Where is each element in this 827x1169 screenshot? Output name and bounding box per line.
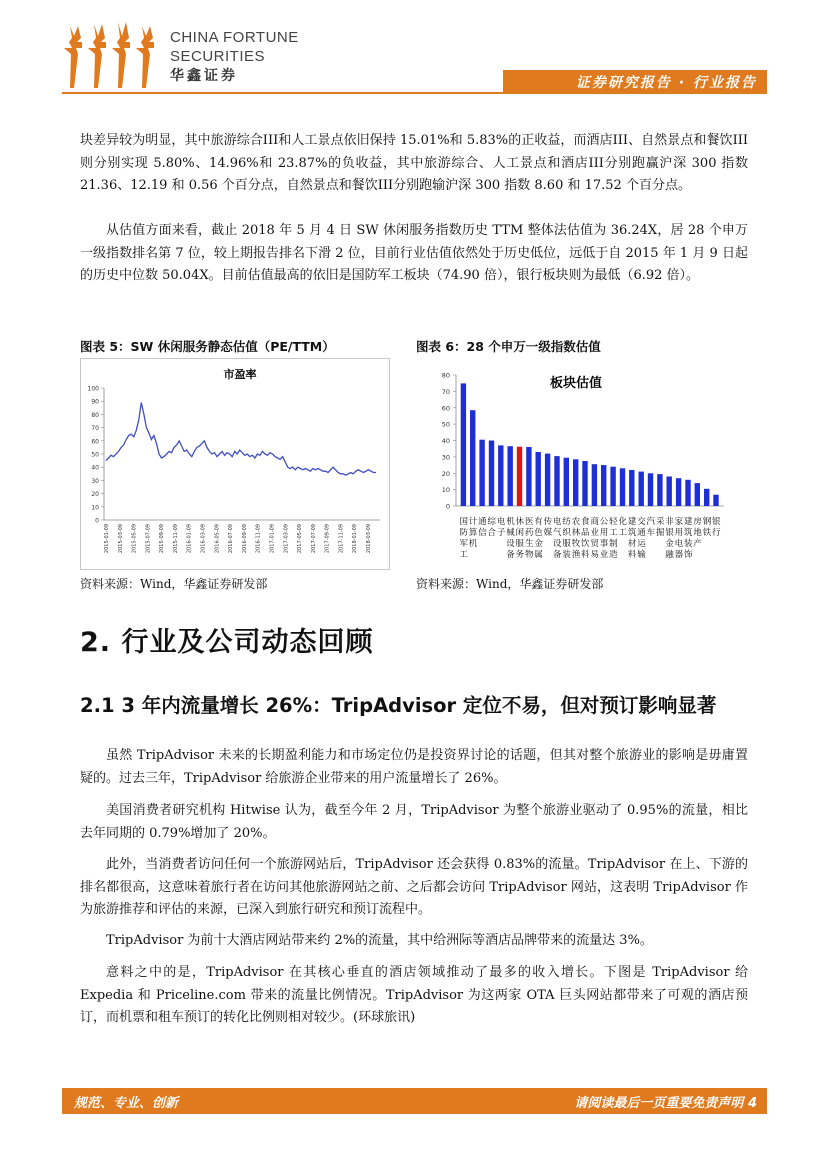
- bar-chart-ytick-label: 70: [441, 387, 450, 396]
- bar-21: [648, 473, 653, 506]
- company-name-en-line2: SECURITIES: [170, 48, 266, 65]
- bar-28: [713, 495, 718, 506]
- figure5-line-chart: [80, 358, 390, 570]
- bar-25: [685, 480, 690, 506]
- bar-category-label-char: 计: [468, 517, 478, 527]
- bar-category-label-char: 服: [515, 539, 525, 549]
- bar-category-label-char: 输: [637, 550, 646, 560]
- bar-category-label-char: 融: [665, 550, 674, 560]
- bar-category-label-char: 饰: [684, 550, 693, 560]
- line-chart-xtick-label: 2018-03-09: [366, 524, 372, 554]
- bar-category-label-char: 制: [609, 539, 618, 549]
- line-chart-xtick-label: 2016-07-09: [228, 524, 235, 554]
- intro-paragraph-1: 块差异较为明显，其中旅游综合III和人工景点依旧保持 15.01%和 5.83%的正收益，而酒店III、自然景点和餐饮III则分别实现 5.80%、14.96%和 23.87%的负收益，其中旅游综合、人工景点和酒店III分别跑赢沪深 300 指数 21.36、12.19 和 0.56 个百分点，自然景点和餐饮III分别跑输沪深 300 指数 8.60 和 17.52 个百分点。: [80, 133, 748, 193]
- line-chart-ytick-label: 70: [91, 425, 99, 433]
- bar-category-label-char: 电: [496, 517, 506, 527]
- bar-category-label-char: 装: [562, 550, 571, 560]
- report-type-bar: [503, 70, 767, 94]
- company-name-cn: 华鑫证券: [170, 67, 238, 83]
- bar-category-label-char: 务: [515, 550, 525, 560]
- bar-category-label-char: 汽: [646, 517, 656, 527]
- line-chart-ytick-label: 10: [91, 504, 99, 512]
- bar-14: [582, 461, 587, 506]
- figure5-source: 资料来源：Wind，华鑫证券研发部: [80, 577, 268, 591]
- body-paragraph-1: 虽然 TripAdvisor 未来的长期盈利能力和市场定位仍是投资界讨论的话题，但其对整个旅游业的影响是毋庸置疑的。过去三年，TripAdvisor 给旅游企业带来的用户流量增长了 26%。: [80, 748, 748, 786]
- bar-chart-title: 板块估值: [549, 376, 603, 391]
- bar-category-label-char: 用: [599, 528, 609, 538]
- bar-category-label-char: 掘: [655, 528, 665, 538]
- body-paragraph-3: 此外，当消费者访问任何一个旅游网站后，TripAdvisor 还会获得 0.83%的流量。TripAdvisor 在上、下游的排名都很高，这意味着旅行者在访问其他旅游网站之前、之后都会访问 TripAdvisor 网站，这表明 TripAdvisor 作为旅游推荐和评估的来源，已深入到旅行研究和预订流程中。: [80, 857, 748, 917]
- bar-category-label-char: 闲: [515, 528, 525, 538]
- bar-category-label-char: 织: [562, 528, 571, 538]
- bar-16: [601, 465, 606, 506]
- bar-12: [564, 458, 569, 506]
- bar-13: [573, 459, 578, 506]
- bar-category-label-char: 服: [562, 539, 571, 549]
- bar-category-label-char: 电: [674, 539, 684, 549]
- line-chart-xtick-label: 2015-01-09: [104, 524, 110, 554]
- bar-category-label-char: 机: [468, 539, 478, 549]
- bar-7: [517, 447, 522, 506]
- bar-category-label-char: 筑: [684, 528, 693, 538]
- company-name: [170, 28, 299, 84]
- bar-4: [489, 441, 494, 507]
- bar-18: [620, 468, 625, 506]
- bar-category-label-char: 有: [534, 517, 543, 527]
- bar-category-label-char: 工: [618, 528, 628, 538]
- bar-23: [667, 477, 672, 507]
- footer-slogan: 规范、专业、创新: [74, 1096, 179, 1111]
- bar-chart-ytick-label: 20: [441, 469, 450, 478]
- line-chart-xtick-label: 2016-03-09: [200, 524, 207, 554]
- figure6-caption: 图表 6：28 个申万一级指数估值: [416, 339, 601, 354]
- line-chart-xtick-label: 2017-07-09: [310, 524, 317, 554]
- bar-8: [526, 447, 531, 506]
- bar-24: [676, 478, 681, 506]
- bar-category-label-char: 算: [468, 528, 478, 538]
- bar-category-label-char: 国: [459, 517, 468, 527]
- bar-category-label-char: 子: [496, 528, 506, 538]
- figure5-caption: 图表 5：SW 休闲服务静态估值（PE/TTM）: [80, 339, 335, 354]
- bar-category-label-char: 媒: [543, 528, 553, 538]
- header-divider: [62, 92, 767, 94]
- bar-category-label-char: 铁: [702, 528, 712, 538]
- bar-category-label-char: 林: [571, 528, 581, 538]
- section-heading: 2. 行业及公司动态回顾: [80, 627, 374, 658]
- bar-category-label-char: 防: [459, 528, 468, 538]
- line-chart-ytick-label: 80: [91, 411, 99, 419]
- bar-category-label-char: 色: [534, 528, 543, 538]
- bar-category-label-char: 料: [581, 550, 590, 560]
- bar-3: [479, 440, 484, 506]
- bar-category-label-char: 备: [506, 550, 515, 560]
- body-paragraph-5: 意料之中的是，TripAdvisor 在其核心垂直的酒店领域推动了最多的收入增长。下图是 TripAdvisor 给 Expedia 和 Priceline.com 带来的流量比例情况。TripAdvisor 为这两家 OTA 巨头网站都带来了可观的酒店预订，而机票和租车预订的转化比例则相对较少。(环球旅讯): [80, 965, 748, 1025]
- bar-category-label-char: 药: [524, 528, 534, 538]
- line-chart-ytick-label: 40: [91, 464, 99, 472]
- line-chart-ytick-label: 60: [91, 438, 99, 446]
- line-chart-ytick-label: 50: [91, 451, 99, 459]
- bar-category-label-char: 饮: [581, 539, 590, 549]
- line-chart-title: 市盈率: [223, 368, 257, 381]
- bar-category-label-char: 信: [478, 528, 487, 538]
- bar-category-label-char: 易: [590, 550, 599, 560]
- bar-category-label-char: 工: [459, 550, 468, 560]
- bar-category-label-char: 器: [674, 550, 684, 560]
- bar-22: [657, 474, 662, 506]
- line-chart-xtick-label: 2017-05-09: [297, 524, 304, 554]
- line-chart-xtick-label: 2017-01-09: [269, 524, 276, 554]
- company-logo-icon: [62, 18, 162, 88]
- line-chart-xtick-label: 2016-01-09: [186, 524, 193, 554]
- bar-chart-ytick-label: 0: [445, 502, 450, 511]
- bar-category-label-char: 银: [665, 528, 674, 538]
- bar-chart-ytick-label: 40: [441, 437, 450, 445]
- bar-category-label-char: 设: [506, 539, 515, 549]
- bar-category-label-char: 筑: [627, 528, 637, 538]
- line-chart-xtick-label: 2015-07-09: [145, 524, 152, 554]
- bar-17: [610, 467, 615, 506]
- bar-category-label-char: 电: [553, 517, 562, 527]
- bar-category-label-char: 造: [609, 550, 618, 560]
- figure6-bar-chart: [416, 358, 728, 570]
- bar-27: [704, 489, 709, 506]
- bar-5: [498, 445, 503, 506]
- bar-11: [554, 456, 559, 506]
- bar-26: [695, 483, 700, 506]
- bar-category-label-char: 事: [599, 539, 609, 549]
- bar-category-label-char: 采: [655, 517, 665, 527]
- bar-category-label-char: 商: [590, 517, 599, 527]
- bar-category-label-char: 气: [553, 528, 562, 538]
- bar-15: [592, 464, 597, 506]
- bar-chart-ytick-label: 50: [441, 420, 450, 429]
- line-chart-xtick-label: 2016-09-09: [241, 524, 248, 554]
- bar-category-label-char: 设: [553, 539, 562, 549]
- bar-category-label-char: 备: [553, 550, 562, 560]
- bar-category-label-char: 军: [459, 539, 468, 549]
- bar-category-label-char: 贸: [590, 539, 599, 549]
- bar-category-label-char: 休: [515, 517, 525, 527]
- subsection-heading: 2.1 3 年内流量增长 26%：TripAdvisor 定位不易，但对预订影响显著: [80, 694, 717, 717]
- line-chart-ytick-label: 0: [95, 517, 99, 525]
- bar-category-label-char: 运: [637, 539, 646, 549]
- bar-category-label-char: 轻: [609, 517, 618, 527]
- report-type-label: 证券研究报告 · 行业报告: [575, 75, 757, 91]
- bar-category-label-char: 材: [627, 539, 637, 549]
- bar-category-label-char: 传: [543, 517, 553, 527]
- bar-category-label-char: 银: [712, 517, 721, 527]
- body-paragraph-2: 美国消费者研究机构 Hitwise 认为，截至今年 2 月，TripAdvisor 为整个旅游业驱动了 0.95%的流量，相比去年同期的 0.79%增加了 20%。: [80, 803, 748, 841]
- bar-6: [508, 446, 513, 506]
- bar-category-label-char: 钢: [702, 517, 712, 527]
- figure6-source: 资料来源：Wind，华鑫证券研发部: [416, 577, 604, 591]
- line-chart-xtick-label: 2016-11-09: [255, 524, 262, 554]
- bar-category-label-char: 家: [674, 517, 684, 527]
- line-chart-xtick-label: 2018-01-09: [352, 524, 359, 554]
- bar-1: [461, 383, 466, 506]
- line-chart-xtick-label: 2015-09-09: [159, 524, 166, 554]
- line-chart-ytick-label: 90: [91, 398, 99, 406]
- bar-category-label-char: 机: [506, 517, 515, 527]
- company-name-en-line1: CHINA FORTUNE: [170, 29, 299, 46]
- bar-category-label-char: 渔: [571, 550, 581, 560]
- bar-chart-ytick-label: 60: [441, 404, 450, 413]
- bar-category-label-char: 牧: [571, 539, 581, 549]
- bar-category-label-char: 生: [524, 539, 534, 549]
- bar-category-label-char: 行: [712, 528, 721, 538]
- footer-disclaimer-page: 请阅读最后一页重要免责声明 4: [574, 1096, 757, 1111]
- line-chart-xtick-label: 2015-11-09: [172, 524, 179, 554]
- bar-category-label-char: 品: [581, 528, 590, 538]
- line-chart-xtick-label: 2015-03-09: [117, 524, 124, 554]
- bar-category-label-char: 通: [637, 528, 646, 538]
- bar-category-label-char: 合: [487, 528, 497, 538]
- page-header: [0, 0, 827, 100]
- bar-category-label-char: 用: [674, 528, 684, 538]
- bar-category-label-char: 物: [524, 550, 534, 560]
- bar-category-label-char: 料: [627, 550, 637, 560]
- bar-20: [639, 472, 644, 506]
- bar-category-label-char: 械: [506, 528, 515, 538]
- bar-category-label-char: 装: [684, 539, 693, 549]
- bar-category-label-char: 金: [665, 539, 674, 549]
- bar-10: [545, 454, 550, 506]
- bar-category-label-char: 非: [665, 517, 674, 527]
- bar-9: [536, 452, 541, 506]
- body-paragraph-4: TripAdvisor 为前十大酒店网站带来约 2%的流量，其中给洲际等酒店品牌带来的流量达 3%。: [106, 933, 653, 948]
- bar-chart-ytick-label: 80: [441, 371, 450, 380]
- bar-category-label-char: 化: [618, 517, 628, 527]
- bar-category-label-char: 医: [524, 517, 534, 527]
- bar-category-label-char: 建: [627, 517, 637, 527]
- bar-19: [629, 470, 634, 506]
- line-chart-xtick-label: 2016-05-09: [214, 524, 221, 554]
- line-chart-xtick-label: 2017-09-09: [324, 524, 331, 554]
- bar-category-label-char: 金: [534, 539, 543, 549]
- line-chart-xtick-label: 2017-11-09: [338, 524, 345, 554]
- line-chart-xtick-label: 2015-05-09: [131, 524, 138, 554]
- line-chart-xtick-label: 2017-03-09: [283, 524, 290, 554]
- line-chart-ytick-label: 30: [91, 477, 99, 485]
- bar-chart-ytick-label: 30: [441, 453, 450, 462]
- line-chart-ytick-label: 100: [87, 385, 99, 393]
- bar-category-label-char: 业: [599, 550, 609, 560]
- bar-category-label-char: 纺: [562, 517, 571, 527]
- bar-chart-ytick-label: 10: [441, 486, 450, 495]
- intro-paragraph-2: 从估值方面来看，截止 2018 年 5 月 4 日 SW 休闲服务指数历史 TTM 整体法估值为 36.24X，居 28 个申万一级指数排名第 7 位，较上期报告排名下滑 2 位，目前行业估值依然处于历史低位，远低于自 2015 年 1 月 9 日起的历史中位数 50.04X。目前估值最高的依旧是国防军工板块（74.90 倍），银行板块则为最低（6.92 倍）。: [80, 223, 748, 283]
- bar-category-label-char: 食: [581, 517, 590, 527]
- line-chart-ytick-label: 20: [91, 491, 99, 499]
- bar-category-label-char: 公: [599, 517, 609, 527]
- bar-category-label-char: 交: [637, 517, 646, 527]
- bar-category-label-char: 综: [487, 517, 497, 527]
- bar-category-label-char: 工: [609, 528, 618, 538]
- bar-category-label-char: 产: [693, 539, 702, 549]
- bar-category-label-char: 房: [693, 517, 702, 527]
- bar-category-label-char: 地: [693, 528, 702, 538]
- page-footer: [62, 1088, 767, 1114]
- bar-category-label-char: 通: [478, 517, 487, 527]
- bar-category-label-char: 农: [571, 517, 581, 527]
- bar-2: [470, 410, 475, 506]
- bar-category-label-char: 属: [534, 550, 543, 560]
- bar-category-label-char: 建: [684, 517, 693, 527]
- bar-category-label-char: 业: [590, 528, 599, 538]
- bar-category-label-char: 车: [646, 528, 656, 538]
